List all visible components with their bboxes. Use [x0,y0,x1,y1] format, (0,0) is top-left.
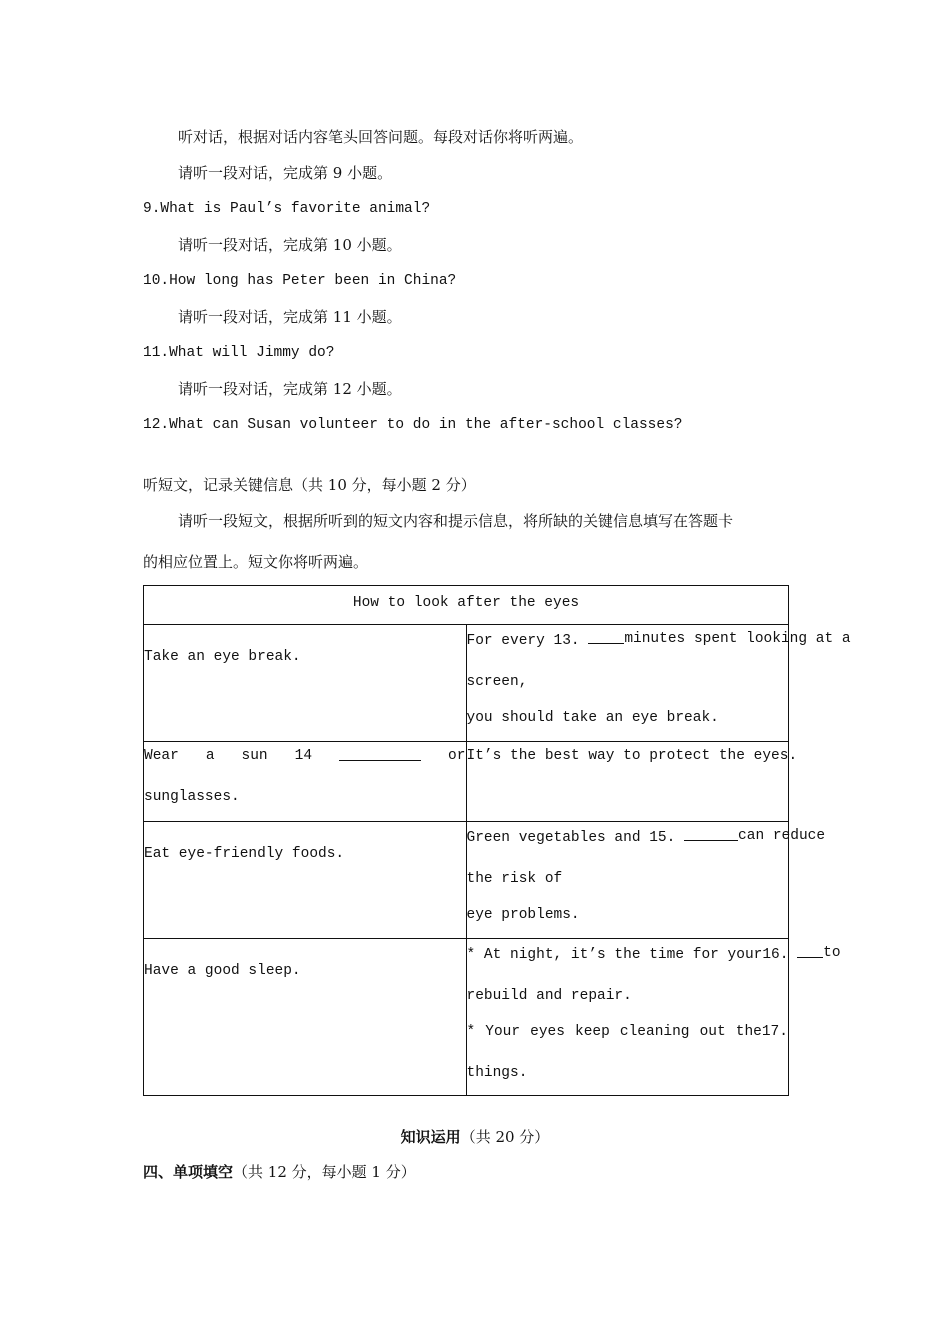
section-title-score: （共 20 分） [460,1128,550,1146]
table-row-4-left [144,939,467,1096]
row3-right-b: can reduce [738,828,826,844]
question-10: 10.How long has Peter been in China? [143,273,457,289]
row4-right-a: * At night, it’s the time for your16. [466,947,789,963]
prompt-10: 请听一段对话，完成第 10 小题。 [178,236,402,254]
table-title: How to look after the eyes [144,586,789,625]
row4-right-w6: out [699,1024,726,1040]
row2-left-e: or [448,748,466,764]
row4-right-w2: Your [485,1024,521,1040]
section-title-text: 知识运用 [400,1128,461,1146]
table-row-1-right [466,625,851,742]
question-9: 9.What is Paul’s favorite animal? [143,201,431,217]
row2-left-b: a [205,748,215,764]
prompt-9: 请听一段对话，完成第 9 小题。 [178,164,393,182]
row2-left-a: Wear [144,748,179,764]
passage-heading: 听短文，记录关键信息（共 10 分，每小题 2 分） [143,476,476,494]
row4-right-w4: keep [575,1024,610,1040]
table-row-2-right [466,742,798,822]
eyes-table [143,585,851,1096]
row1-left-text: Take an eye break. [144,649,301,665]
subsection-title [143,1162,416,1182]
row4-left-text: Have a good sleep. [144,963,301,979]
question-12: 12.What can Susan volunteer to do in the after-school classes? [143,417,683,433]
listening-intro: 听对话，根据对话内容笔头回答问题。每段对话你将听两遍。 [178,128,584,146]
table-row-3-left [144,822,467,939]
subsection-title-score: （共 12 分，每小题 1 分） [233,1163,416,1181]
row4-right-4: things. [466,1065,528,1081]
row2-left-2: sunglasses. [144,789,240,805]
row1-right-b: minutes spent looking at a [624,631,851,647]
row2-right-1: It’s the best way to protect the eyes. [466,748,798,764]
row2-left-c: sun [241,748,268,764]
row3-right-a: Green vegetables and 15. [466,830,676,846]
blank-14[interactable] [339,746,421,761]
row1-right-2: screen, [466,674,528,690]
row4-right-w7: the17. [735,1024,788,1040]
row4-right-w3: eyes [530,1024,565,1040]
row4-right-w1: * [466,1024,476,1040]
table-row-1-left [144,625,467,742]
section-title [0,1127,950,1147]
prompt-11: 请听一段对话，完成第 11 小题。 [178,308,402,326]
row4-right-2: rebuild and repair. [466,988,632,1004]
subsection-title-text: 四、单项填空 [143,1163,234,1181]
blank-15[interactable] [684,826,738,841]
row2-left-d: 14 [294,748,313,764]
passage-instruction-1: 请听一段短文，根据所听到的短文内容和提示信息，将所缺的关键信息填写在答题卡 [178,512,734,530]
row3-right-3: eye problems. [466,907,580,923]
row4-right-b: to [823,945,841,961]
row1-right-3: you should take an eye break. [466,710,719,726]
blank-13[interactable] [588,629,624,644]
row3-left-text: Eat eye-friendly foods. [144,846,345,862]
passage-instruction-2: 的相应位置上。短文你将听两遍。 [143,553,369,571]
row1-right-a: For every 13. [466,633,580,649]
table-row-4-right [466,939,841,1096]
prompt-12: 请听一段对话，完成第 12 小题。 [178,380,402,398]
table-row-2-left [144,742,467,822]
blank-16[interactable] [797,943,823,958]
row3-right-2: the risk of [466,871,563,887]
question-11: 11.What will Jimmy do? [143,345,335,361]
row4-right-w5: cleaning [619,1024,690,1040]
table-row-3-right [466,822,826,939]
